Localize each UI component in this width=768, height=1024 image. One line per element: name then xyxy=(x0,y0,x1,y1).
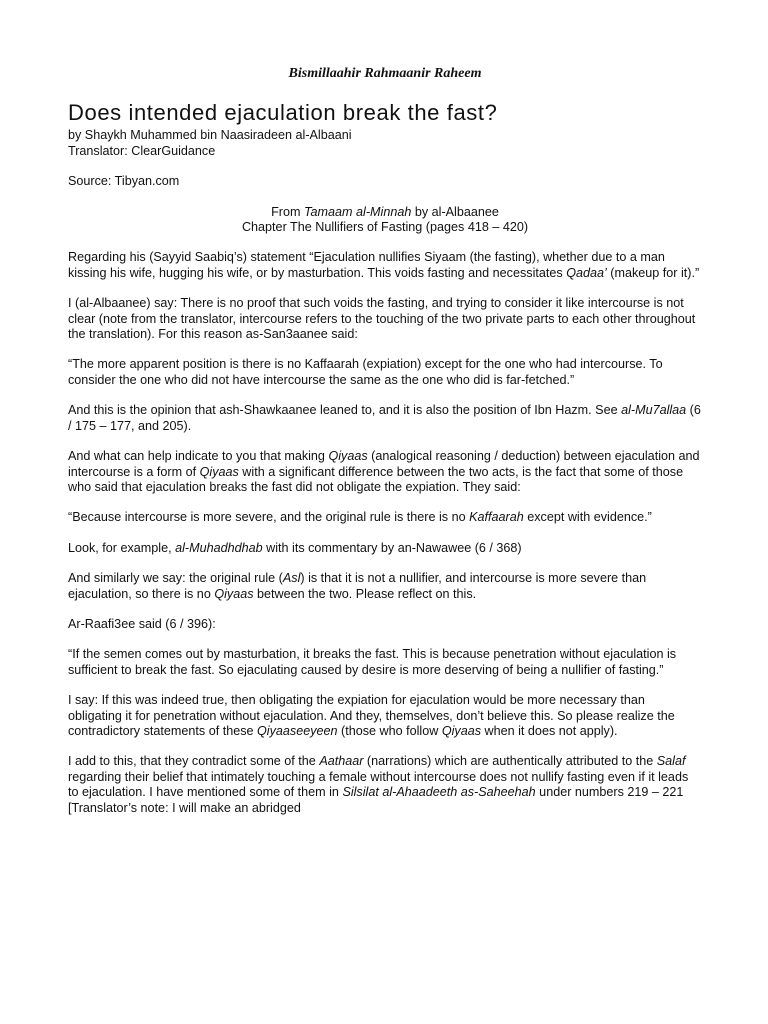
text-run: Ar-Raafi3ee said (6 / 396): xyxy=(68,616,216,631)
text-run: (those who follow xyxy=(337,723,442,738)
body-paragraph xyxy=(68,571,702,602)
body-paragraph xyxy=(68,693,702,739)
italic-term: Silsilat al-Ahaadeeth as-Saheehah xyxy=(342,785,536,800)
body-paragraph xyxy=(68,510,702,525)
body-paragraph xyxy=(68,541,702,556)
bismillah-heading: Bismillaahir Rahmaanir Raheem xyxy=(288,66,482,81)
text-run: (analogical reasoning / deduction) between ejaculation and intercourse is a form of xyxy=(68,449,700,479)
body-paragraph xyxy=(68,357,702,388)
text-run: I add to this, that they contradict some of the xyxy=(68,754,320,769)
text-run: And similarly we say: the original rule ( xyxy=(68,571,283,586)
text-run: with its commentary by an-Nawawee (6 / 368) xyxy=(262,540,522,555)
text-run: I say: If this was indeed true, then obligating the expiation for ejaculation would be more necessary than obligating it for penetration without ejaculation. And they, themselves, don’t believe this. So please realize the contradictory statements of these xyxy=(68,693,675,738)
book-title: Tamaam al-Minnah xyxy=(304,204,412,219)
text-run: (6 / 175 – 177, and 205). xyxy=(68,403,701,433)
text-run: when it does not apply). xyxy=(481,723,618,738)
italic-term: Qiyaaseeyeen xyxy=(257,723,338,738)
text-run: Regarding his (Sayyid Saabiq’s) statement “Ejaculation nullifies Siyaam (the fasting), whether due to a man kissing his wife, hugging his wife, or by masturbation. This voids fasting and necessitates xyxy=(68,250,665,280)
document-title: Does intended ejaculation break the fast? xyxy=(68,100,498,126)
text-run: regarding their belief that intimately touching a female without intercourse does not nullify fasting even if it leads to ejaculation. I have mentioned some of them in xyxy=(68,769,689,800)
body-paragraph xyxy=(68,617,702,632)
italic-term: Qadaa’ xyxy=(566,265,607,280)
text-run: “Because intercourse is more severe, and the original rule is there is no xyxy=(68,510,470,525)
text-run: between the two. Please reflect on this. xyxy=(253,586,477,601)
book-line xyxy=(68,205,702,220)
body-paragraph xyxy=(68,250,702,281)
italic-term: Asl xyxy=(282,571,301,586)
italic-term: Salaf xyxy=(656,754,686,769)
italic-term: Aathaar xyxy=(319,754,364,769)
italic-term: Kaffaarah xyxy=(469,510,524,525)
text-run: (narrations) which are authentically attributed to the xyxy=(363,754,657,769)
text-run: (makeup for it).” xyxy=(606,265,700,280)
book-prefix: From xyxy=(271,204,304,219)
italic-term: Qiyaas xyxy=(441,723,482,738)
italic-term: Qiyaas xyxy=(214,586,254,601)
translator-line: Translator: ClearGuidance xyxy=(68,143,216,158)
italic-term: Qiyaas xyxy=(328,449,368,464)
body-paragraph xyxy=(68,647,702,678)
text-run: “The more apparent position is there is no Kaffaarah (expiation) except for the one who had intercourse. To consider the one who did not have intercourse the same as the one who did is far-fetched.” xyxy=(68,357,663,387)
text-run: “If the semen comes out by masturbation, it breaks the fast. This is because penetration without ejaculation is sufficient to break the fast. So ejaculating caused by desire is more deserving of being a nullifier of fasting.” xyxy=(68,647,677,677)
text-run: ) is that it is not a nullifier, and intercourse is more severe than ejaculation, so there is no xyxy=(68,571,647,601)
text-run: with a significant difference between the two acts, is the fact that some of those who said that ejaculation breaks the fast did not obligate the expiation. They said: xyxy=(68,464,684,494)
text-run: And what can help indicate to you that making xyxy=(68,449,329,464)
body-text xyxy=(68,250,702,816)
text-run: Look, for example, xyxy=(68,540,176,555)
italic-term: al-Mu7allaa xyxy=(621,403,687,418)
text-run: under numbers 219 – 221 [Translator’s note: I will make an abridged xyxy=(68,785,684,815)
source-line: Source: Tibyan.com xyxy=(68,174,180,189)
chapter-line: Chapter The Nullifiers of Fasting (pages 418 – 420) xyxy=(241,220,529,235)
text-run: And this is the opinion that ash-Shawkaanee leaned to, and it is also the position of Ibn Hazm. See xyxy=(68,403,622,418)
text-run: except with evidence.” xyxy=(523,510,652,525)
book-reference xyxy=(68,205,702,236)
body-paragraph xyxy=(68,296,702,342)
italic-term: Qiyaas xyxy=(199,464,239,479)
body-paragraph xyxy=(68,403,702,434)
body-paragraph xyxy=(68,754,702,816)
text-run: I (al-Albaanee) say: There is no proof that such voids the fasting, and trying to consider it like intercourse is not clear (note from the translator, intercourse refers to the touching of the two private parts to each other throughout the translation). For this reason as-San3aanee said: xyxy=(68,296,696,342)
body-paragraph xyxy=(68,449,702,495)
book-suffix: by al-Albaanee xyxy=(411,204,499,219)
author-line: by Shaykh Muhammed bin Naasiradeen al-Albaani xyxy=(68,128,352,143)
italic-term: al-Muhadhdhab xyxy=(175,540,263,555)
